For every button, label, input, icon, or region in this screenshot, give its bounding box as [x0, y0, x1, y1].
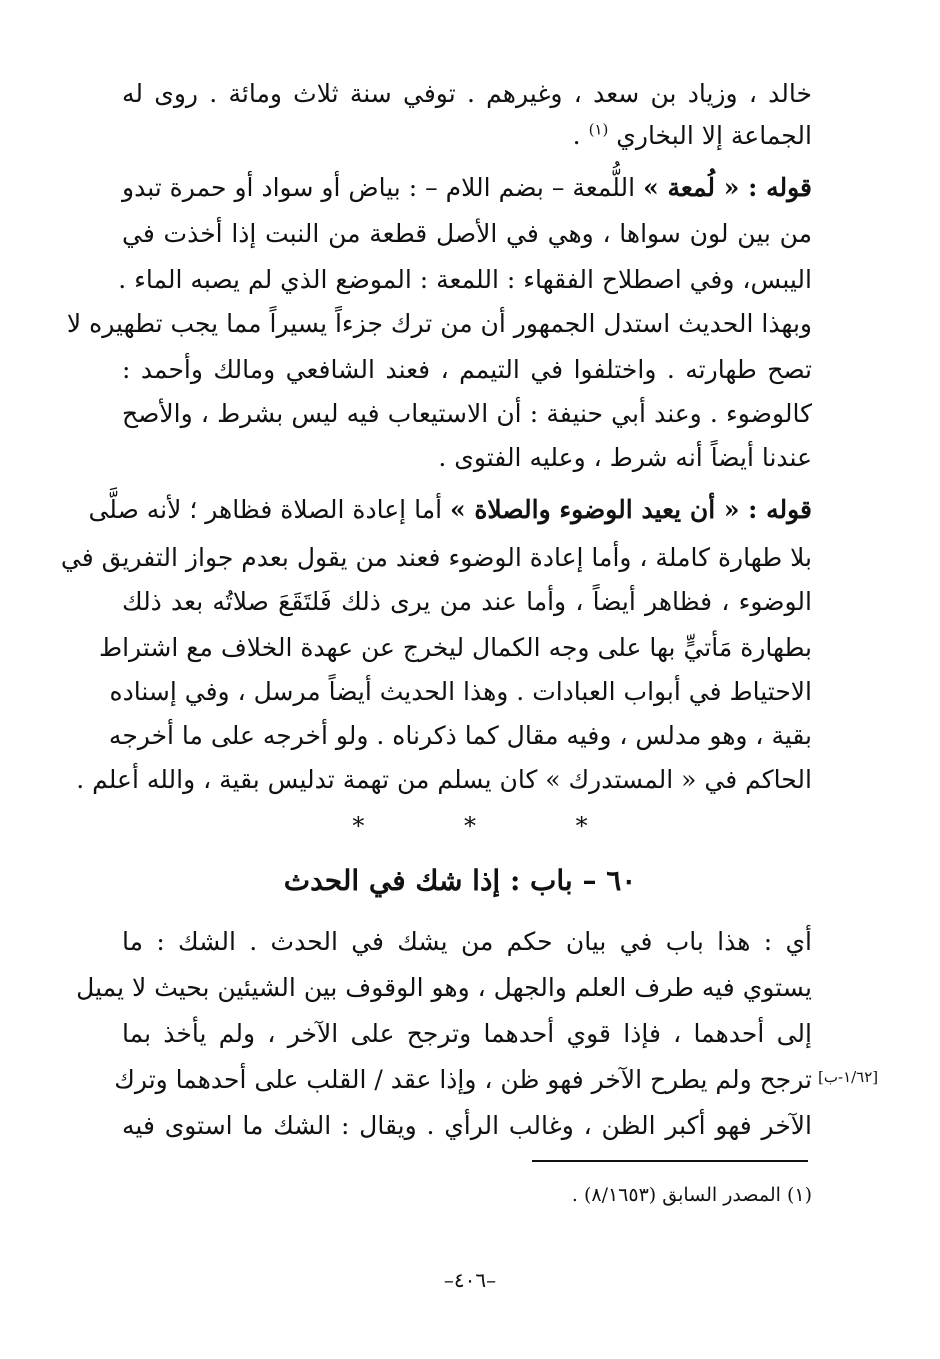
- paragraph-2-line-4: وبهذا الحديث استدل الجمهور أن من ترك جزءاً يسيراً مما يجب تطهيره لا: [66, 309, 812, 338]
- paragraph-2-line-2: من بين لون سواها ، وهي في الأصل قطعة من النبت إذا أخذت في: [122, 219, 812, 248]
- page-number: –٤٠٦–: [443, 1268, 497, 1292]
- paragraph-4-line-3: إلى أحدهما ، فإذا قوي أحدهما وترجح على الآخر ، ولم يأخذ بما: [122, 1019, 812, 1048]
- paragraph-1-line-1: خالد ، وزياد بن سعد ، وغيرهم . توفي سنة ثلاث ومائة . روى له: [122, 79, 812, 108]
- paragraph-2-lead-label: قوله : « لُمعة »: [643, 173, 812, 202]
- paragraph-2-line-1-text: اللُّمعة – بضم اللام – : بياض أو سواد أو حمرة تبدو: [122, 173, 636, 202]
- paragraph-4-line-1: أي : هذا باب في بيان حكم من يشك في الحدث . الشك : ما: [122, 927, 812, 956]
- paragraph-2-line-3: اليبس، وفي اصطلاح الفقهاء : اللمعة : الموضع الذي لم يصبه الماء .: [118, 265, 812, 294]
- footnote-divider: [532, 1160, 808, 1162]
- paragraph-2-line-6: كالوضوء . وعند أبي حنيفة : أن الاستيعاب فيه ليس بشرط ، والأصح: [122, 399, 812, 428]
- paragraph-1-end: .: [572, 121, 581, 150]
- paragraph-3-line-4: بطهارة مَأتيٍّ بها على وجه الكمال ليخرج عن عهدة الخلاف مع اشتراط: [98, 633, 812, 662]
- paragraph-3-line-7: الحاكم في « المستدرك » كان يسلم من تهمة تدليس بقية ، والله أعلم .: [76, 765, 812, 794]
- paragraph-3-lead-label: قوله : « أن يعيد الوضوء والصلاة »: [450, 495, 812, 524]
- paragraph-4-line-4: ترجح ولم يطرح الآخر فهو ظن ، وإذا عقد / القلب على أحدهما وترك: [114, 1065, 812, 1094]
- paragraph-3-line-2: بلا طهارة كاملة ، وأما إعادة الوضوء فعند من يقول بعدم جواز التفريق في: [60, 543, 812, 572]
- section-separator: * * *: [352, 812, 634, 840]
- paragraph-4-line-5: الآخر فهو أكبر الظن ، وغالب الرأي . ويقال : الشك ما استوى فيه: [122, 1111, 812, 1140]
- paragraph-3-line-3: الوضوء ، فظاهر أيضاً ، وأما عند من يرى ذلك فَلتَقَعَ صلاتُه بعد ذلك: [122, 587, 813, 616]
- paragraph-2-line-7: عندنا أيضاً أنه شرط ، وعليه الفتوى .: [438, 443, 812, 472]
- paragraph-3-line-6: بقية ، وهو مدلس ، وفيه مقال كما ذكرناه . ولو أخرجه على ما أخرجه: [108, 721, 812, 750]
- paragraph-3-line-1: [88, 492, 812, 528]
- paragraph-2-line-5: تصح طهارته . واختلفوا في التيمم ، فعند الشافعي ومالك وأحمد :: [122, 355, 812, 384]
- paragraph-3-line-1-text: أما إعادة الصلاة فظاهر ؛ لأنه صلَّى: [88, 495, 443, 524]
- paragraph-3-line-5: الاحتياط في أبواب العبادات . وهذا الحديث أيضاً مرسل ، وفي إسناده: [109, 677, 812, 706]
- paragraph-1-line-2-text: الجماعة إلا البخاري: [616, 121, 812, 150]
- paragraph-2-line-1: [122, 170, 812, 206]
- footnote-reference[interactable]: (١): [588, 120, 609, 139]
- footnote: (١) المصدر السابق (٨/١٦٥٣) .: [571, 1184, 812, 1206]
- paragraph-4-line-2: يستوي فيه طرف العلم والجهل ، وهو الوقوف بين الشيئين بحيث لا يميل: [76, 973, 812, 1002]
- manuscript-folio-note: [١/٦٢-ب]: [818, 1068, 879, 1086]
- chapter-heading: ٦٠ – باب : إذا شك في الحدث: [283, 864, 637, 897]
- paragraph-1-line-2: [122, 118, 812, 154]
